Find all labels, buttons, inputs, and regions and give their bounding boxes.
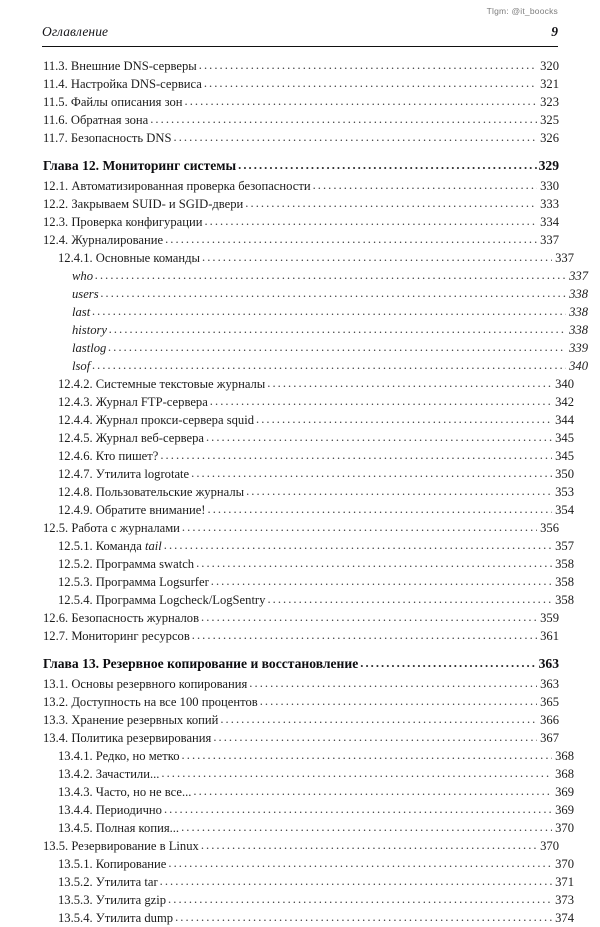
toc-entry-page-number: 363 [540, 677, 559, 691]
toc-entry-label: 11.3. Внешние DNS-серверы [43, 59, 197, 73]
toc-entry-label: 13.5.4. Утилита dump [58, 911, 174, 925]
toc-entry[interactable] [42, 573, 574, 591]
toc-entry[interactable] [42, 855, 574, 873]
toc-entry-label: last [72, 305, 91, 319]
toc-leader-dots [174, 128, 538, 146]
toc-entry-label: 13.2. Доступность на все 100 процентов [43, 695, 258, 709]
toc-entry[interactable] [42, 129, 559, 147]
toc-leader-dots [101, 284, 566, 302]
toc-entry-page-number: 353 [555, 485, 574, 499]
toc-entry-label: 11.4. Настройка DNS-сервиса [43, 77, 202, 91]
toc-entry-page-number: 338 [569, 287, 588, 301]
toc-entry-page-number: 371 [555, 875, 574, 889]
toc-entry[interactable] [42, 411, 574, 429]
toc-chapter-entry[interactable] [42, 156, 559, 176]
toc-entry-page-number: 333 [540, 197, 559, 211]
toc-entry-label: history [72, 323, 107, 337]
toc-entry-label: 13.4.2. Зачастили... [58, 767, 160, 781]
toc-entry-page-number: 345 [555, 449, 574, 463]
toc-entry[interactable] [42, 483, 574, 501]
toc-entry[interactable] [42, 555, 574, 573]
toc-entry-page-number: 357 [555, 539, 574, 553]
toc-entry-page-number: 337 [540, 233, 559, 247]
toc-entry-label: 12.4.4. Журнал прокси-сервера squid [58, 413, 254, 427]
toc-entry[interactable] [42, 765, 574, 783]
toc-leader-dots [160, 872, 552, 890]
toc-entry-page-number: 345 [555, 431, 574, 445]
toc-entry-label: 11.6. Обратная зона [43, 113, 149, 127]
toc-entry-page-number: 344 [555, 413, 574, 427]
toc-leader-dots [164, 536, 552, 554]
toc-leader-dots [360, 653, 537, 673]
toc-leader-dots [213, 728, 537, 746]
toc-entry-page-number: 370 [540, 839, 559, 853]
toc-leader-dots [164, 800, 552, 818]
toc-leader-dots [182, 518, 537, 536]
page-number: 9 [551, 24, 558, 39]
toc-entry-page-number: 340 [555, 377, 574, 391]
toc-entry[interactable] [42, 729, 559, 747]
toc-entry[interactable] [42, 429, 574, 447]
toc-entry[interactable] [42, 537, 574, 555]
toc-entry-label: 12.4.8. Пользовательские журналы [58, 485, 245, 499]
toc-leader-dots [109, 320, 566, 338]
toc-leader-dots [161, 764, 552, 782]
toc-entry[interactable] [42, 675, 559, 693]
toc-entry-page-number: 350 [555, 467, 574, 481]
toc-entry-page-number: 358 [555, 575, 574, 589]
toc-entry-page-number: 359 [540, 611, 559, 625]
toc-entry[interactable] [42, 609, 559, 627]
toc-entry[interactable] [42, 111, 559, 129]
toc-entry[interactable] [42, 339, 588, 357]
toc-entry-label: 12.4. Журналирование [43, 233, 164, 247]
toc-entry[interactable] [42, 375, 574, 393]
toc-leader-dots [92, 356, 566, 374]
toc-leader-dots [220, 710, 537, 728]
toc-entry-label: 13.5.2. Утилита tar [58, 875, 158, 889]
toc-entry[interactable] [42, 909, 574, 927]
toc-entry-label: 13.4.5. Полная копия... [58, 821, 180, 835]
toc-entry-page-number: 337 [569, 269, 588, 283]
toc-entry-page-number: 356 [540, 521, 559, 535]
toc-entry[interactable] [42, 285, 588, 303]
toc-entry[interactable] [42, 837, 559, 855]
toc-entry-page-number: 339 [569, 341, 588, 355]
toc-leader-dots [92, 302, 566, 320]
toc-leader-dots [210, 392, 552, 410]
toc-entry-label: 12.4.9. Обратите внимание! [58, 503, 206, 517]
toc-entry-page-number: 358 [555, 557, 574, 571]
toc-entry-label: 13.4.1. Редко, но метко [58, 749, 180, 763]
toc-entry-page-number: 330 [540, 179, 559, 193]
toc-leader-dots [211, 572, 552, 590]
toc-entry-label: users [72, 287, 99, 301]
toc-entry-label: 12.4.2. Системные текстовые журналы [58, 377, 266, 391]
toc-entry[interactable] [42, 267, 588, 285]
watermark-text: Tlgm: @it_boocks [486, 6, 558, 16]
toc-leader-dots [201, 608, 537, 626]
toc-entry-label: 13.1. Основы резервного копирования [43, 677, 248, 691]
toc-entry-label: 12.4.1. Основные команды [58, 251, 201, 265]
toc-entry[interactable] [42, 93, 559, 111]
toc-entry-page-number: 367 [540, 731, 559, 745]
toc-entry-label: 12.5.4. Программа Logcheck/LogSentry [58, 593, 266, 607]
toc-entry[interactable] [42, 195, 559, 213]
toc-entry-page-number: 366 [540, 713, 559, 727]
toc-leader-dots [245, 194, 537, 212]
toc-entry-label: 12.5.1. Команда tail [58, 539, 162, 553]
page-title: Оглавление [42, 24, 109, 39]
toc-leader-dots [267, 590, 552, 608]
toc-entry[interactable] [42, 693, 559, 711]
toc-entry[interactable] [42, 627, 559, 645]
toc-entry-label: 12.7. Мониторинг ресурсов [43, 629, 190, 643]
toc-entry-label: 12.3. Проверка конфигурации [43, 215, 203, 229]
toc-leader-dots [313, 176, 537, 194]
toc-entry-label: Глава 12. Мониторинг системы [43, 158, 237, 173]
toc-entry[interactable] [42, 591, 574, 609]
toc-entry[interactable] [42, 501, 574, 519]
toc-leader-dots [201, 836, 537, 854]
toc-entry-command-name: tail [144, 539, 162, 553]
toc-chapter-entry[interactable] [42, 654, 559, 674]
toc-leader-dots [175, 908, 552, 926]
toc-leader-dots [108, 338, 566, 356]
toc-leader-dots [238, 155, 537, 175]
toc-entry-label: who [72, 269, 93, 283]
toc-entry-label: 13.5.1. Копирование [58, 857, 167, 871]
toc-leader-dots [206, 428, 552, 446]
toc-leader-dots [192, 626, 537, 644]
toc-leader-dots [185, 92, 537, 110]
toc-entry[interactable] [42, 393, 574, 411]
toc-entry[interactable] [42, 57, 559, 75]
toc-leader-dots [202, 248, 552, 266]
toc-entry[interactable] [42, 249, 574, 267]
toc-entry[interactable] [42, 801, 574, 819]
toc-entry-page-number: 325 [540, 113, 559, 127]
table-of-contents [42, 57, 588, 927]
toc-entry-label: lsof [72, 359, 91, 373]
toc-entry[interactable] [42, 447, 574, 465]
toc-entry-label: 11.5. Файлы описания зон [43, 95, 183, 109]
toc-entry-page-number: 370 [555, 821, 574, 835]
toc-entry-label: 12.4.5. Журнал веб-сервера [58, 431, 204, 445]
toc-entry-page-number: 358 [555, 593, 574, 607]
toc-entry-page-number: 320 [540, 59, 559, 73]
toc-entry-page-number: 369 [555, 785, 574, 799]
toc-leader-dots [182, 746, 552, 764]
toc-entry-page-number: 370 [555, 857, 574, 871]
toc-entry-label: 12.5.3. Программа Logsurfer [58, 575, 209, 589]
toc-entry-page-number: 365 [540, 695, 559, 709]
toc-leader-dots [181, 818, 552, 836]
toc-entry[interactable] [42, 465, 574, 483]
toc-entry-label: 12.2. Закрываем SUID- и SGID-двери [43, 197, 244, 211]
toc-entry-label: 13.3. Хранение резервных копий [43, 713, 219, 727]
toc-entry[interactable] [42, 519, 559, 537]
toc-entry-page-number: 334 [540, 215, 559, 229]
toc-entry-label: 12.1. Автоматизированная проверка безопасности [43, 179, 311, 193]
toc-entry-label: 12.4.6. Кто пишет? [58, 449, 159, 463]
toc-leader-dots [193, 782, 552, 800]
toc-entry-label: 12.6. Безопасность журналов [43, 611, 200, 625]
toc-leader-dots [196, 554, 552, 572]
toc-leader-dots [260, 692, 537, 710]
toc-leader-dots [256, 410, 552, 428]
toc-entry-label: 12.4.7. Утилита logrotate [58, 467, 190, 481]
toc-entry[interactable] [42, 819, 574, 837]
toc-leader-dots [191, 464, 552, 482]
toc-entry-label: lastlog [72, 341, 107, 355]
toc-entry-label: Глава 13. Резервное копирование и восстановление [43, 656, 359, 671]
toc-entry-page-number: 338 [569, 323, 588, 337]
toc-entry-page-number: 326 [540, 131, 559, 145]
toc-entry-page-number: 361 [540, 629, 559, 643]
toc-entry-page-number: 368 [555, 767, 574, 781]
toc-leader-dots [208, 500, 553, 518]
toc-entry-label: 12.5.2. Программа swatch [58, 557, 195, 571]
toc-leader-dots [204, 212, 537, 230]
toc-entry-label: 13.5. Резервирование в Linux [43, 839, 199, 853]
toc-entry-label: 13.4. Политика резервирования [43, 731, 212, 745]
toc-entry-label: 13.5.3. Утилита gzip [58, 893, 167, 907]
toc-leader-dots [168, 890, 552, 908]
toc-entry[interactable] [42, 873, 574, 891]
toc-leader-dots [168, 854, 552, 872]
toc-entry-page-number: 323 [540, 95, 559, 109]
toc-entry[interactable] [42, 321, 588, 339]
toc-entry-page-number: 368 [555, 749, 574, 763]
toc-entry[interactable] [42, 231, 559, 249]
toc-entry-page-number: 369 [555, 803, 574, 817]
toc-entry-label: 12.5. Работа с журналами [43, 521, 180, 535]
toc-entry-page-number: 340 [569, 359, 588, 373]
toc-entry[interactable] [42, 783, 574, 801]
toc-entry[interactable] [42, 213, 559, 231]
toc-entry-page-number: 338 [569, 305, 588, 319]
toc-entry-page-number: 337 [555, 251, 574, 265]
toc-entry-page-number: 329 [538, 158, 559, 173]
toc-entry-page-number: 342 [555, 395, 574, 409]
toc-entry-page-number: 374 [555, 911, 574, 925]
toc-leader-dots [95, 266, 566, 284]
toc-entry-label: 12.4.3. Журнал FTP-сервера [58, 395, 208, 409]
toc-entry[interactable] [42, 75, 559, 93]
toc-entry-label: 13.4.4. Периодично [58, 803, 162, 817]
toc-leader-dots [199, 56, 537, 74]
toc-leader-dots [165, 230, 537, 248]
toc-entry[interactable] [42, 357, 588, 375]
toc-leader-dots [249, 674, 537, 692]
toc-entry-page-number: 373 [555, 893, 574, 907]
toc-entry[interactable] [42, 177, 559, 195]
running-head [42, 24, 558, 47]
toc-entry-page-number: 354 [555, 503, 574, 517]
toc-leader-dots [150, 110, 537, 128]
toc-entry-label: 13.4.3. Часто, но не все... [58, 785, 192, 799]
toc-entry-page-number: 321 [540, 77, 559, 91]
toc-entry-page-number: 363 [538, 656, 559, 671]
toc-entry[interactable] [42, 747, 574, 765]
toc-leader-dots [160, 446, 552, 464]
toc-entry[interactable] [42, 711, 559, 729]
toc-entry[interactable] [42, 303, 588, 321]
toc-leader-dots [204, 74, 537, 92]
toc-leader-dots [267, 374, 552, 392]
toc-entry[interactable] [42, 891, 574, 909]
toc-entry-label: 11.7. Безопасность DNS [43, 131, 172, 145]
toc-leader-dots [246, 482, 552, 500]
